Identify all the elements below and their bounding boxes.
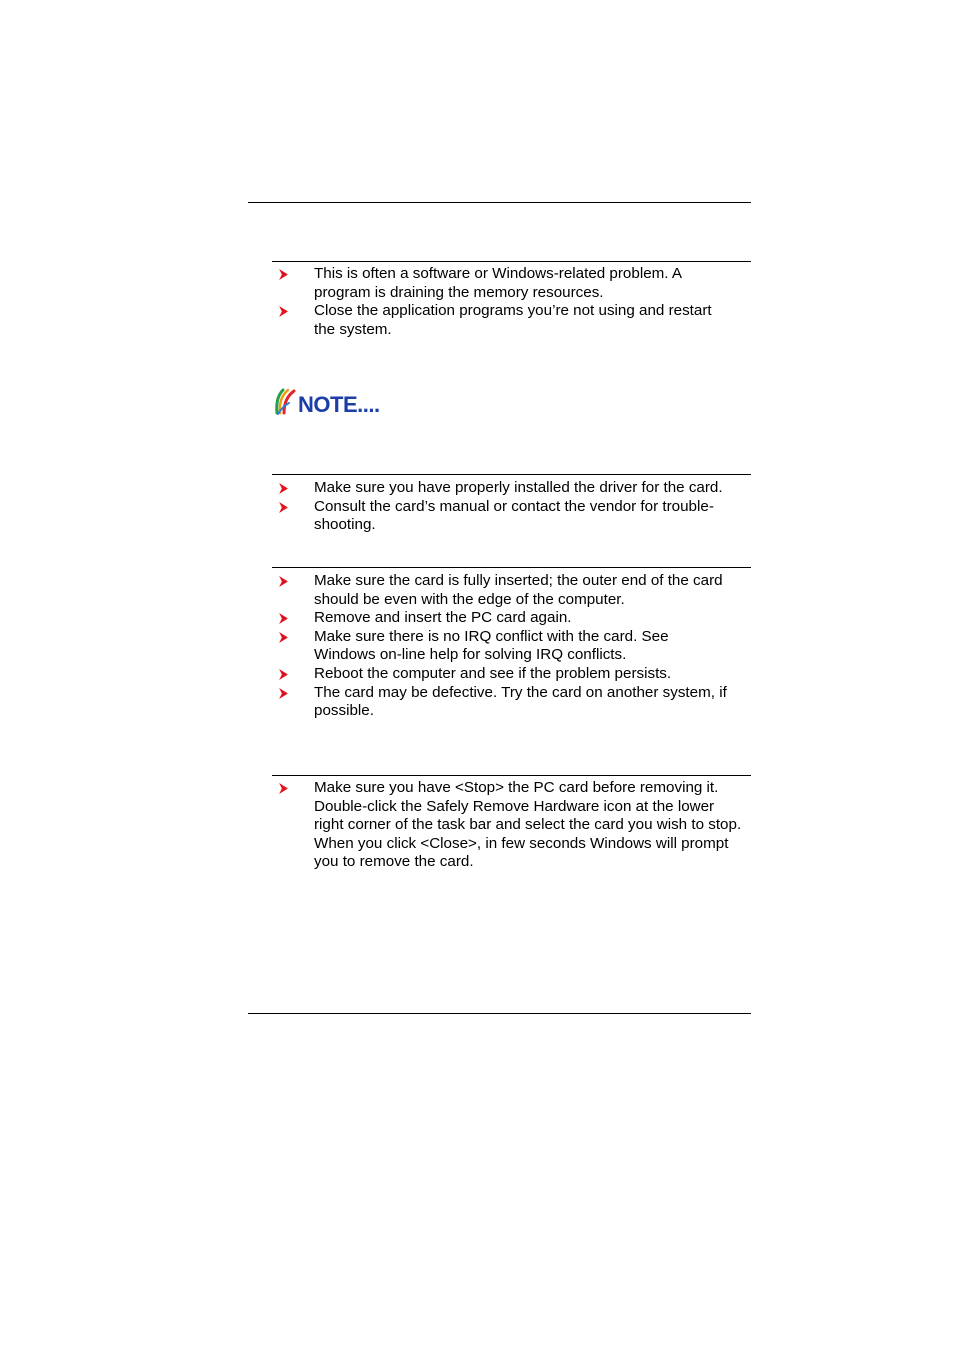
list-item-text: Make sure there is no IRQ conflict with the card. See Windows on-line help for solving IRQ conflicts. [314,627,669,664]
arrowhead-bullet-icon [278,269,289,280]
list-item [272,779,746,872]
list-item [272,684,756,721]
list-item [272,498,738,535]
list-item [272,265,734,302]
arrowhead-bullet-icon [278,632,289,643]
list-item-text: This is often a software or Windows-related problem. A program is draining the memory resources. [314,265,682,301]
arrowhead-bullet-icon [278,669,289,680]
arrowhead-bullet-icon [278,783,289,794]
list-item [272,302,734,339]
arrowhead-bullet-icon [278,502,289,513]
list-item [272,665,750,684]
list-item-text: Remove and insert the PC card again. [314,609,572,627]
section-divider [272,775,751,776]
section-divider [272,261,751,262]
list-item [272,479,752,498]
section-divider [272,474,751,475]
list-item-text: Make sure you have <Stop> the PC card before removing it. Double-click the Safely Remove Hardware icon at the lower right corner of the task bar and select the card you wish to stop. When you click <Close>, in few seconds Windows will prompt you to remove the card. [314,779,742,871]
arrowhead-bullet-icon [278,483,289,494]
list-item-text: The card may be defective. Try the card on another system, if possible. [314,683,727,720]
arrowhead-bullet-icon [278,576,289,587]
bullet-list [272,779,752,872]
section-divider [272,567,751,568]
list-item-text: Make sure you have properly installed the driver for the card. [314,479,723,496]
note-logo [275,387,409,417]
note-logo-text: NOTE.... [298,392,380,417]
list-item [272,572,750,609]
footer-rule [248,1013,751,1014]
bullet-list [272,479,752,535]
arrowhead-bullet-icon [278,688,289,699]
list-item-text: Make sure the card is fully inserted; the outer end of the card should be even with the edge of the computer. [314,572,723,608]
list-item-text: Close the application programs you’re not using and restart the system. [314,302,712,338]
bullet-list [272,572,752,721]
arrowhead-bullet-icon [278,613,289,624]
bullet-list [272,265,752,339]
list-item [272,628,726,665]
list-item-text: Reboot the computer and see if the problem persists. [314,664,672,682]
list-item-text: Consult the card’s manual or contact the vendor for trouble-shooting. [314,497,714,534]
arrowhead-bullet-icon [278,306,289,317]
list-item [272,609,750,628]
header-rule [248,202,751,203]
